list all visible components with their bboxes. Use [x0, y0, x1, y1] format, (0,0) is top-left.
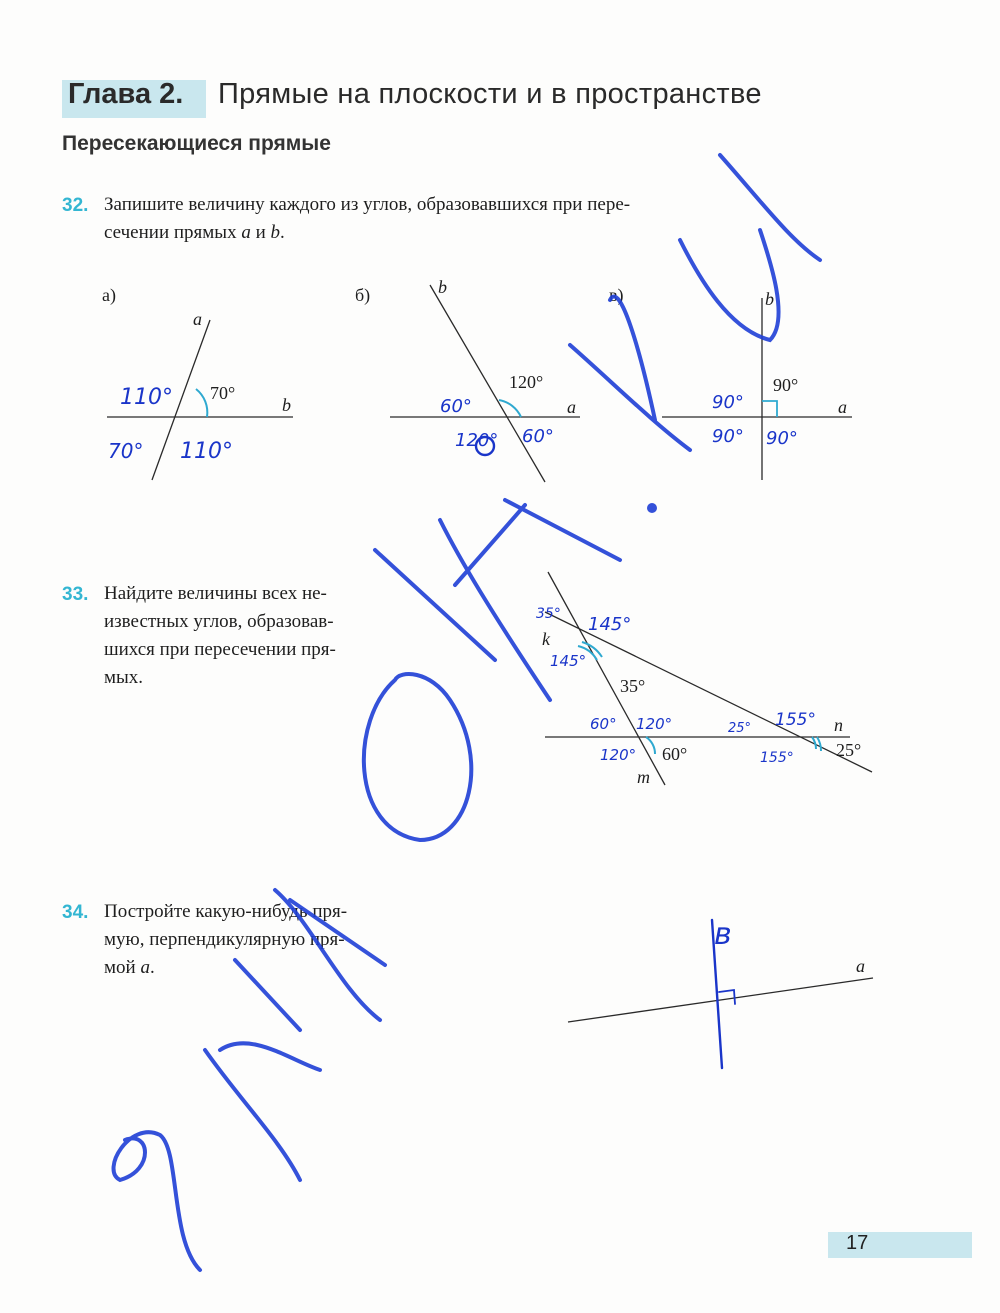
hw-fig33-120b: 120°: [600, 746, 637, 764]
fig-c-printed-angle: 90°: [773, 375, 799, 395]
hw-right-angle-mark: [719, 990, 735, 1004]
hw-fig33-35: 35°: [536, 606, 561, 622]
fig33-arc-n2: [817, 737, 821, 751]
fig-a-line-b-label: b: [282, 395, 291, 415]
fig-b-printed-angle: 120°: [509, 372, 544, 392]
scribble-o: [364, 674, 471, 840]
hw-fig-c-1: 90°: [712, 392, 744, 413]
task-32-number: 32.: [62, 195, 89, 216]
fig33-printed-35: 35°: [620, 676, 646, 696]
fig-c-right-angle-mark: [762, 401, 777, 417]
hw-fig33-145a: 145°: [588, 614, 632, 635]
fig33-printed-25: 25°: [836, 740, 862, 760]
page-number: 17: [846, 1232, 869, 1254]
var-a: a: [241, 222, 251, 243]
var-b: b: [270, 222, 280, 243]
task-34-number: 34.: [62, 902, 89, 923]
chapter-title: Прямые на плоскости и в пространстве: [218, 78, 762, 110]
hw-fig33-155b: 155°: [760, 750, 794, 766]
hw-fig33-145b: 145°: [550, 652, 587, 670]
task-33-line4: мых.: [104, 667, 144, 688]
scribble-dot: [649, 505, 655, 511]
hw-fig-b-2: 120°: [455, 430, 499, 451]
scribble-i: [205, 1043, 320, 1180]
hw-fig-b-1: 60°: [440, 396, 472, 417]
pen-scribble: [114, 155, 820, 1270]
task-34-line2: мую, перпендикулярную пря-: [104, 929, 345, 950]
fig-c-line-a-label: a: [838, 397, 847, 417]
fig-b-line-a-label: a: [567, 397, 576, 417]
fig-c-line-b-label: b: [765, 289, 774, 309]
scribble-dash: [505, 500, 620, 560]
hw-fig33-155a: 155°: [775, 710, 816, 730]
hw-fig33-25: 25°: [728, 721, 752, 736]
scribble-e: [114, 1132, 200, 1270]
hw-fig-c-3: 90°: [766, 428, 798, 449]
fig33-printed-60: 60°: [662, 744, 688, 764]
hw-fig-c-2: 90°: [712, 426, 744, 447]
task-32-line2: сечении прямых a и b.: [104, 222, 285, 243]
fig-b-line-b-label: b: [438, 277, 447, 297]
fig33-line-k: [545, 612, 872, 772]
fig-a-printed-angle: 70°: [210, 383, 236, 403]
hw-fig34-label: в: [714, 917, 732, 952]
fig-a-angle-arc: [196, 389, 207, 417]
hw-fig33-60: 60°: [590, 715, 617, 733]
scribble-ki: [570, 155, 820, 450]
scribble-k1: [235, 890, 385, 1030]
task-33-line1: Найдите величины всех не-: [104, 583, 327, 604]
fig33-n-label: n: [834, 715, 843, 735]
hw-fig33-120a: 120°: [636, 715, 673, 733]
task-33-line2: известных углов, образовав-: [104, 611, 334, 632]
fig33-m-label: m: [637, 767, 650, 787]
task-34-line3: мой a.: [104, 957, 155, 978]
fig-b-label: б): [355, 285, 371, 305]
chapter-label: Глава 2.: [68, 78, 184, 110]
fig-a-line-a-label: a: [193, 309, 202, 329]
task-34-line1: Постройте какую-нибудь пря-: [104, 901, 348, 922]
fig-a-label: а): [102, 285, 116, 305]
hw-fig-b-3: 60°: [522, 426, 554, 447]
task-33-number: 33.: [62, 584, 89, 605]
hw-fig-a-2: 70°: [108, 439, 144, 463]
task-33-line3: шихся при пересечении пря-: [104, 639, 336, 660]
fig33-arc-m: [646, 737, 655, 754]
fig34-line-a: [568, 978, 873, 1022]
section-title: Пересекающиеся прямые: [62, 132, 331, 155]
fig34-a-label: a: [856, 956, 865, 976]
hw-fig-a-1: 110°: [120, 385, 173, 410]
fig-c-label: в): [609, 285, 624, 305]
hw-fig-a-3: 110°: [180, 439, 233, 464]
task-32-line1: Запишите величину каждого из углов, образовавшихся при пере-: [104, 194, 631, 215]
var-a: a: [140, 957, 150, 978]
fig33-k-label: k: [542, 629, 550, 649]
scribble-k2: [375, 505, 550, 700]
